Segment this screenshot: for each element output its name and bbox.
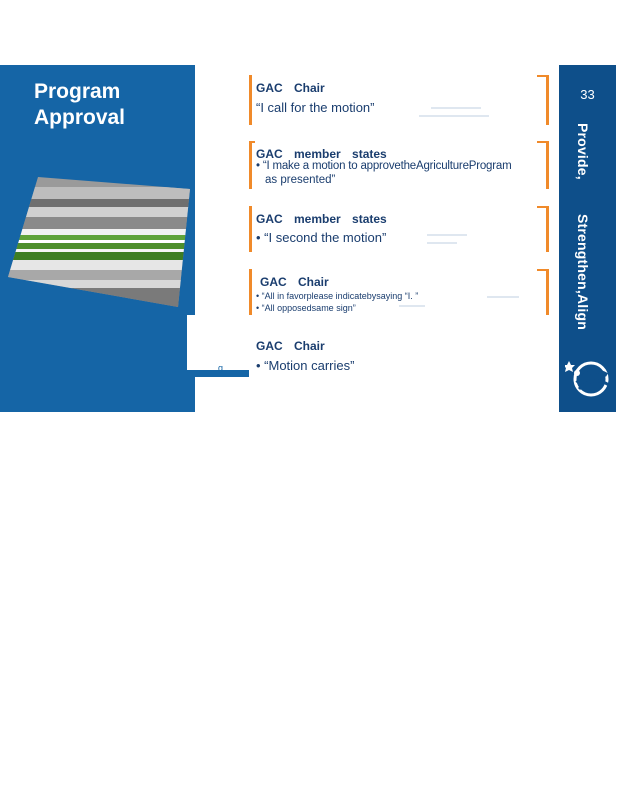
vertical-tagline-part-2: Strengthen,Align <box>575 214 591 331</box>
slide <box>0 65 618 412</box>
ghost-line <box>427 242 457 244</box>
bracket-tick <box>249 141 255 143</box>
step-line: • “Motion carries” <box>256 358 355 373</box>
ghost-line <box>419 115 489 117</box>
ghost-line <box>487 296 519 298</box>
vertical-tagline <box>575 123 591 330</box>
step-line: • “I make a motion to approvetheAgricultureProgram <box>256 160 512 172</box>
white-tab <box>187 315 249 370</box>
bracket-left <box>249 75 252 125</box>
photo-image <box>8 177 190 307</box>
step-line: “I call for the motion” <box>256 100 375 115</box>
bracket-tick <box>537 269 549 271</box>
bracket-right <box>546 75 549 125</box>
tab-letter: g <box>218 363 224 373</box>
bracket-tick <box>537 206 549 208</box>
ghost-line <box>399 305 425 307</box>
bracket-left <box>249 206 252 252</box>
speaker-label: GAC Chair <box>256 339 325 353</box>
step-card-1 <box>249 75 549 125</box>
bracket-right <box>546 206 549 252</box>
step-card-5 <box>249 333 549 379</box>
slide-title: Program Approval <box>34 80 126 129</box>
step-line: • “I second the motion” <box>256 230 387 245</box>
step-card-4 <box>249 269 549 315</box>
speaker-label: GAC Chair <box>260 275 329 289</box>
vertical-tagline-part-1: Provide, <box>575 123 591 180</box>
bracket-right <box>546 141 549 189</box>
step-line: • “All opposedsame sign” <box>256 303 356 313</box>
page-number: 33 <box>580 87 595 102</box>
bracket-tick <box>537 75 549 77</box>
bracket-right <box>546 269 549 315</box>
globe-logo-icon <box>565 353 611 399</box>
step-card-2 <box>249 141 549 189</box>
bracket-left <box>249 141 252 189</box>
speaker-label: GAC Chair <box>256 81 325 95</box>
speaker-label: GAC member states <box>256 147 387 161</box>
bracket-left <box>249 269 252 315</box>
speaker-label: GAC member states <box>256 212 387 226</box>
bracket-tick <box>537 141 549 143</box>
right-side-panel <box>559 65 616 412</box>
ghost-line <box>427 234 467 236</box>
step-card-3 <box>249 206 549 252</box>
step-line: as presented” <box>265 174 336 186</box>
ghost-line <box>431 107 481 109</box>
step-line: • “All in favorplease indicatebysaying “I. ” <box>256 291 419 301</box>
left-title-panel <box>0 65 195 412</box>
